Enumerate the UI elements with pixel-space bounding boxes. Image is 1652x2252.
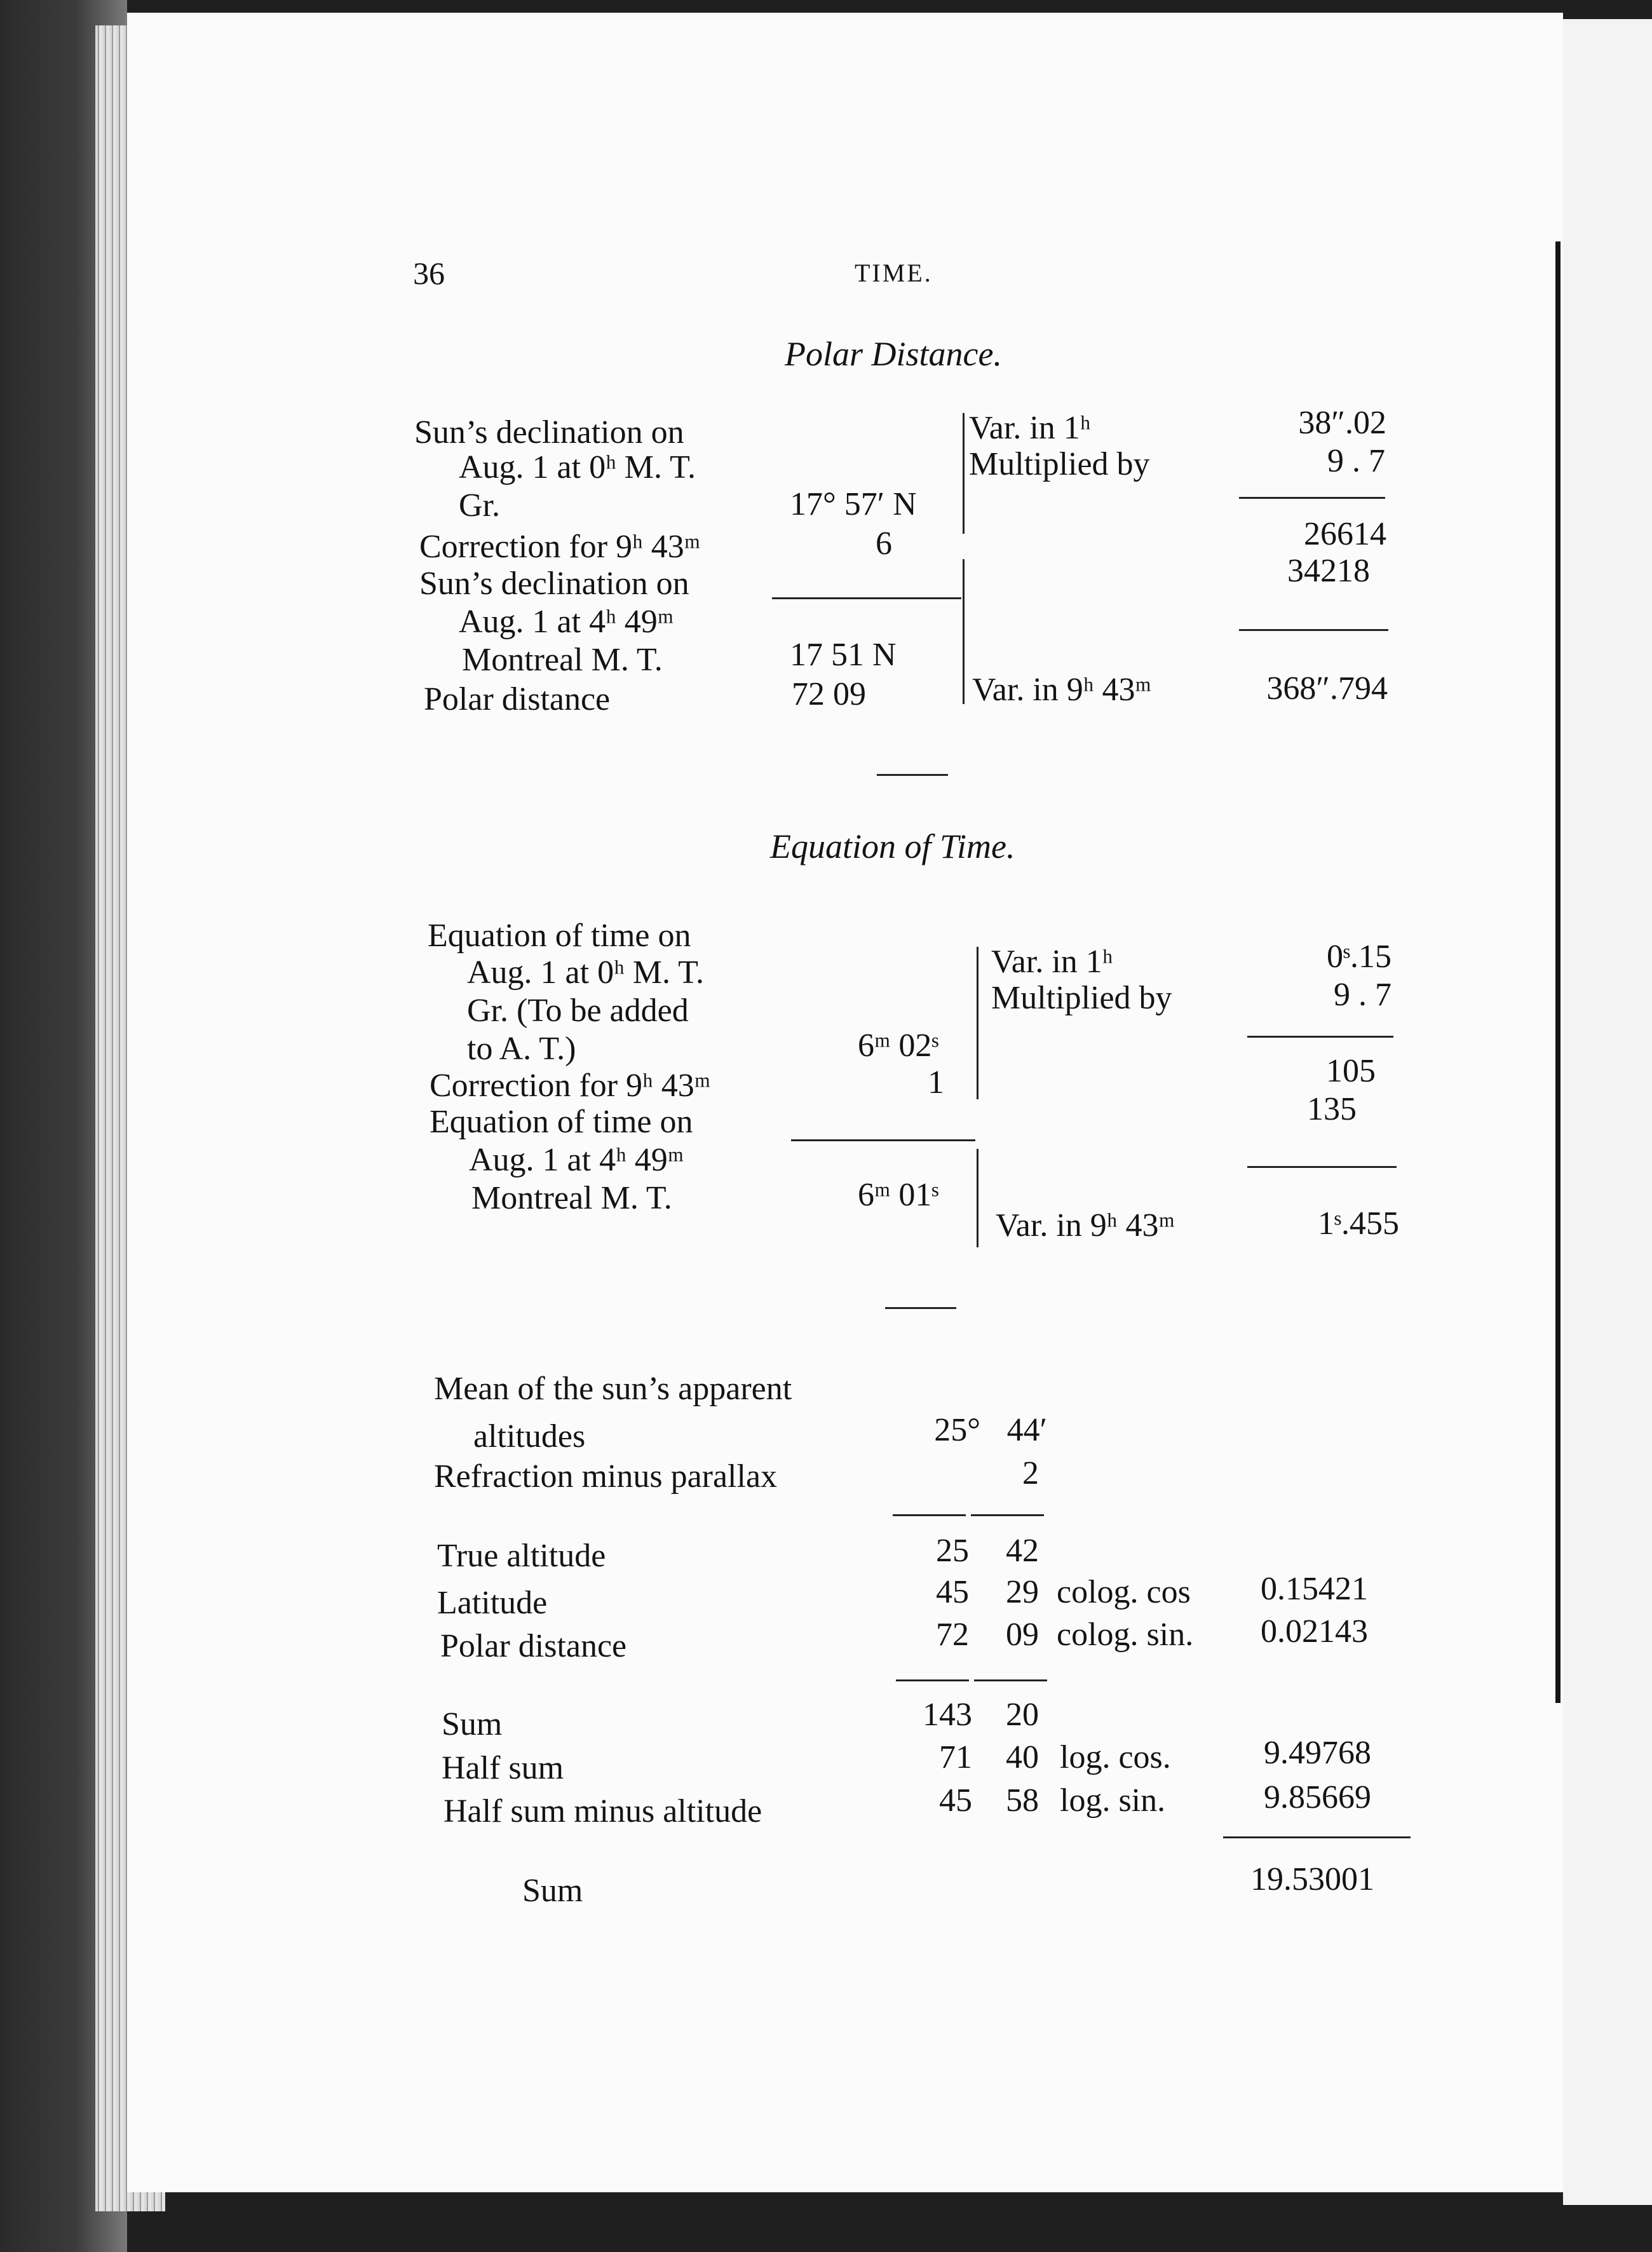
equation-var-value-3: 1ˢ.455 <box>1317 1205 1399 1242</box>
calc-deg-3: 25 <box>936 1533 969 1569</box>
calc-rule-deg-2 <box>896 1679 969 1681</box>
calc-total-rule <box>1223 1836 1411 1838</box>
calc-label-8: Half sum minus altitude <box>443 1793 762 1829</box>
polar-var-label-2: Multiplied by <box>969 446 1150 482</box>
polar-label-7: Montreal M. T. <box>462 642 663 678</box>
calc-fn-8: log. sin. <box>1060 1782 1166 1819</box>
calc-rule-min-1 <box>971 1514 1044 1516</box>
calc-fn-7: log. cos. <box>1060 1739 1171 1775</box>
polar-label-1: Sun’s declination on <box>414 414 684 451</box>
equation-var-value-1: 0ˢ.15 <box>1326 939 1391 975</box>
calc-deg-1: 25° <box>934 1412 980 1448</box>
calc-label-6: Sum <box>442 1706 503 1742</box>
calc-deg-7: 71 <box>939 1739 972 1775</box>
calc-total-value: 19.53001 <box>1250 1861 1374 1897</box>
calc-min-6: 20 <box>1006 1697 1039 1733</box>
calc-deg-8: 45 <box>939 1782 972 1819</box>
equation-var-label-1: Var. in 1ʰ <box>991 944 1113 980</box>
section-rule-2 <box>885 1307 956 1309</box>
calc-min-3: 42 <box>1006 1533 1039 1569</box>
polar-var-rule-1 <box>1239 497 1385 499</box>
polar-var-value-1: 38″.02 <box>1298 405 1386 441</box>
facing-page-edge <box>1563 19 1652 2205</box>
polar-value-declination-result: 17 51 N <box>790 637 897 673</box>
polar-value-declination: 17° 57′ N <box>790 486 917 522</box>
polar-var-value-3: 368″.794 <box>1266 670 1388 707</box>
polar-var-label-1: Var. in 1ʰ <box>969 410 1091 446</box>
polar-var-partial-2: 34218 <box>1287 553 1370 589</box>
calc-deg-5: 72 <box>936 1617 969 1653</box>
equation-label-6: Equation of time on <box>430 1104 693 1140</box>
equation-divider-bottom <box>977 1149 978 1247</box>
polar-label-2: Aug. 1 at 0ʰ M. T. <box>459 449 696 485</box>
polar-divider-bottom <box>963 559 965 704</box>
equation-rule <box>791 1139 975 1141</box>
calc-min-7: 40 <box>1006 1739 1039 1775</box>
polar-var-partial-1: 26614 <box>1304 516 1386 552</box>
polar-value-correction: 6 <box>876 526 892 562</box>
equation-heading: Equation of Time. <box>770 827 1015 865</box>
calc-label-5: Polar distance <box>440 1628 627 1664</box>
equation-var-partial-2: 135 <box>1307 1091 1357 1127</box>
calc-rule-min-2 <box>974 1679 1047 1681</box>
equation-label-8: Montreal M. T. <box>471 1180 672 1216</box>
polar-divider-top <box>963 413 965 534</box>
equation-label-1: Equation of time on <box>428 918 691 954</box>
equation-label-7: Aug. 1 at 4ʰ 49ᵐ <box>469 1142 684 1178</box>
polar-label-6: Aug. 1 at 4ʰ 49ᵐ <box>459 604 674 640</box>
equation-var-rule-2 <box>1247 1166 1397 1168</box>
calc-val-8: 9.85669 <box>1264 1779 1371 1815</box>
calc-min-2: 2 <box>1022 1455 1039 1491</box>
equation-divider-top <box>977 947 978 1099</box>
equation-label-2: Aug. 1 at 0ʰ M. T. <box>467 954 704 991</box>
calc-label-4: Latitude <box>437 1585 548 1621</box>
equation-label-4: to A. T.) <box>467 1031 576 1067</box>
calc-min-5: 09 <box>1006 1617 1039 1653</box>
calc-deg-4: 45 <box>936 1574 969 1610</box>
calc-fn-4: colog. cos <box>1057 1574 1191 1610</box>
equation-var-value-2: 9 . 7 <box>1334 977 1391 1013</box>
calc-val-7: 9.49768 <box>1264 1735 1371 1771</box>
calc-fn-5: colog. sin. <box>1057 1617 1194 1653</box>
calc-min-1: 44′ <box>1006 1412 1047 1448</box>
calc-label-0: Mean of the sun’s apparent <box>434 1371 792 1407</box>
equation-var-rule-1 <box>1247 1036 1393 1038</box>
polar-label-3: Gr. <box>459 487 500 524</box>
polar-var-rule-2 <box>1239 629 1388 631</box>
calc-rule-deg-1 <box>893 1514 966 1516</box>
page-number: 36 <box>413 255 445 291</box>
polar-rule <box>772 597 961 599</box>
polar-label-8: Polar distance <box>424 681 611 717</box>
calc-val-5: 0.02143 <box>1261 1613 1368 1650</box>
equation-label-5: Correction for 9ʰ 43ᵐ <box>430 1068 711 1104</box>
calc-deg-6: 143 <box>923 1697 972 1733</box>
polar-heading: Polar Distance. <box>785 335 1002 373</box>
equation-value-3: 6ᵐ 01ˢ <box>858 1177 939 1213</box>
calc-label-2: Refraction minus parallax <box>434 1458 778 1495</box>
equation-value-2: 1 <box>928 1064 944 1101</box>
calc-total-label: Sum <box>522 1873 583 1909</box>
equation-var-label-2: Multiplied by <box>991 980 1172 1016</box>
polar-var-value-2: 9 . 7 <box>1327 443 1385 479</box>
equation-label-3: Gr. (To be added <box>467 993 689 1029</box>
equation-var-partial-1: 105 <box>1326 1053 1376 1089</box>
equation-value-1: 6ᵐ 02ˢ <box>858 1028 939 1064</box>
equation-var-label-3: Var. in 9ʰ 43ᵐ <box>996 1207 1175 1244</box>
polar-value-distance: 72 09 <box>792 676 866 712</box>
section-rule-1 <box>877 774 948 776</box>
polar-var-label-3: Var. in 9ʰ 43ᵐ <box>972 672 1151 708</box>
calc-val-4: 0.15421 <box>1261 1571 1368 1607</box>
running-title: TIME. <box>855 259 933 287</box>
page-fold-shadow <box>1555 241 1561 1703</box>
polar-label-5: Sun’s declination on <box>419 566 689 602</box>
calc-min-8: 58 <box>1006 1782 1039 1819</box>
calc-label-7: Half sum <box>442 1750 564 1786</box>
polar-label-4: Correction for 9ʰ 43ᵐ <box>419 529 701 565</box>
calc-label-1: altitudes <box>473 1418 586 1455</box>
calc-min-4: 29 <box>1006 1574 1039 1610</box>
calc-label-3: True altitude <box>437 1538 606 1574</box>
